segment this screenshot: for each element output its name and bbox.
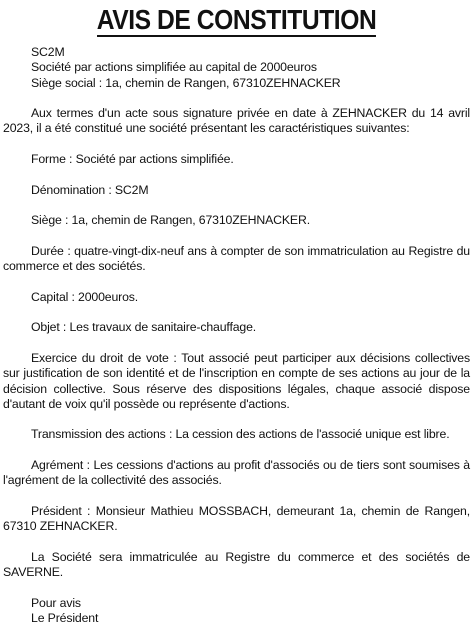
paragraph-forme: Forme : Société par actions simplifiée.: [31, 152, 234, 167]
paragraph-siege: Siège : 1a, chemin de Rangen, 67310ZEHNACKER.: [31, 213, 310, 228]
paragraph-duree: Durée : quatre-vingt-dix-neuf ans à compter de son immatriculation au Registre du commerce et des sociétés.: [3, 243, 470, 274]
paragraph-denomination: Dénomination : SC2M: [31, 182, 149, 197]
company-form-capital: Société par actions simplifiée au capital de 2000euros: [31, 60, 317, 75]
paragraph-transmission: Transmission des actions : La cession des actions de l'associé unique est libre.: [31, 427, 450, 442]
company-name: SC2M: [31, 45, 65, 59]
document-body: [3, 45, 470, 626]
paragraph-intro: Aux termes d'un acte sous signature privée en date à ZEHNACKER du 14 avril 2023, il a été constitué une société présentant les caractéristiques suivantes:: [3, 106, 470, 136]
paragraph-vote: Exercice du droit de vote : Tout associé peut participer aux décisions collectives sur justification de son identité et de l'inscription en compte de ses actions au jour de la décision collective. Sous réserve des dispositions légales, chaque associé dispose d'autant de voix qu'il possède ou représente d'actions.: [3, 350, 470, 411]
closing-signature: [3, 596, 470, 626]
closing-signatory: Le Président: [31, 610, 99, 625]
company-header: [3, 45, 470, 91]
paragraph-objet: Objet : Les travaux de sanitaire-chauffage.: [31, 320, 257, 335]
company-registered-office: Siège social : 1a, chemin de Rangen, 67310ZEHNACKER: [31, 75, 341, 90]
paragraph-capital: Capital : 2000euros.: [31, 289, 139, 304]
paragraph-immatriculation: La Société sera immatriculée au Registre du commerce et des sociétés de SAVERNE.: [3, 549, 470, 580]
document-title: [31, 6, 442, 37]
paragraph-agrement: Agrément : Les cessions d'actions au profit d'associés ou de tiers sont soumises à l'agrément de la collectivité des associés.: [3, 458, 470, 488]
closing-pour-avis: Pour avis: [31, 595, 81, 610]
document-title-text: AVIS DE CONSTITUTION: [96, 4, 377, 35]
paragraph-president: Président : Monsieur Mathieu MOSSBACH, demeurant 1a, chemin de Rangen, 67310 ZEHNACKER.: [3, 503, 470, 534]
